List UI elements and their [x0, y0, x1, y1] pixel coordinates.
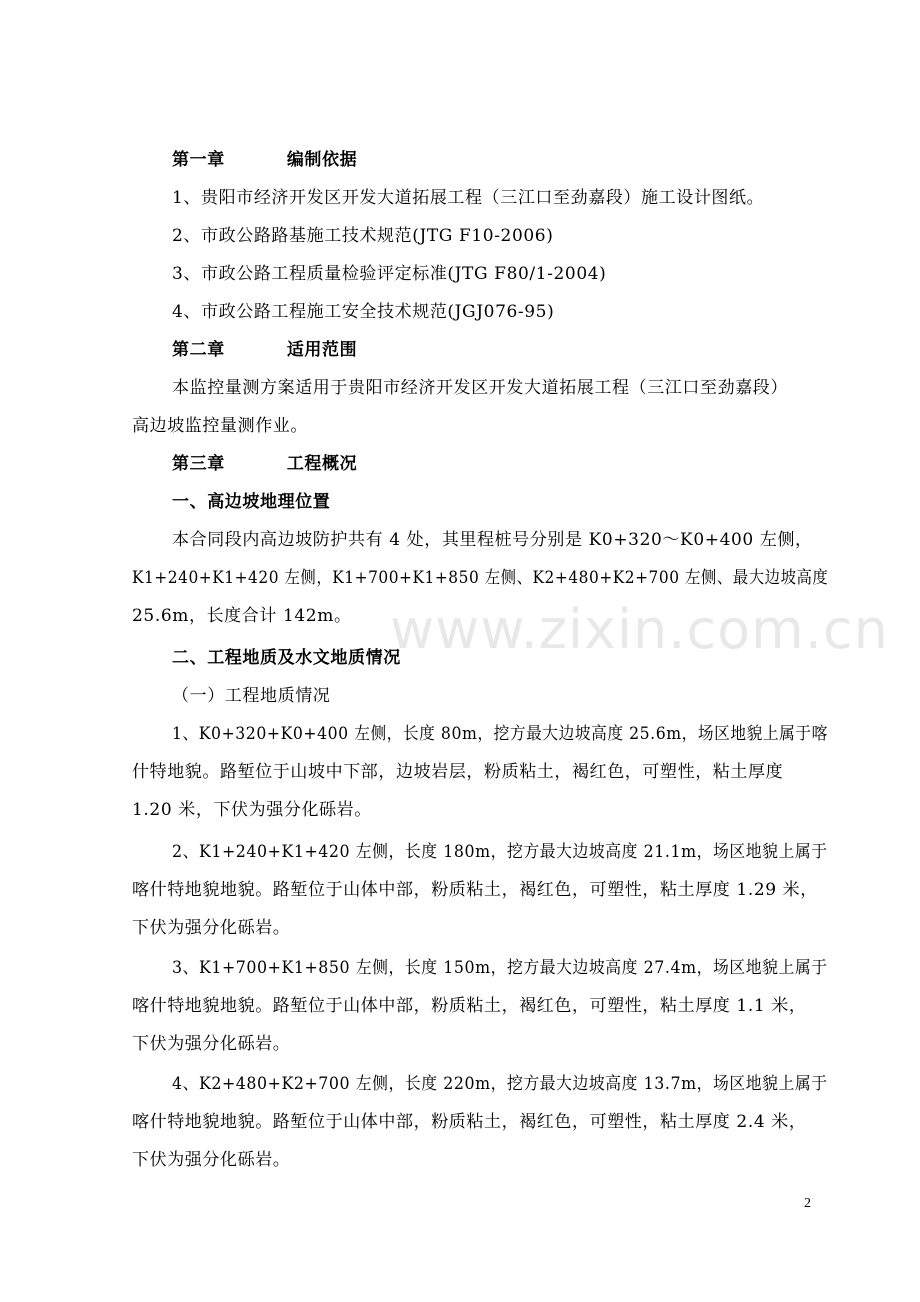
geology-item-line: 下伏为强分化砾岩。: [132, 918, 291, 938]
geology-item-line: 喀什特地貌地貌。路堑位于山体中部，粉质粘土，褐红色，可塑性，粘土厚度 1.29 米，: [132, 880, 818, 900]
geology-item-line: 2、K1+240+K1+420 左侧，长度 180m，挖方最大边坡高度 21.1m，场区地貌上属于: [172, 842, 828, 862]
chapter2-number: 第二章: [172, 340, 225, 360]
geology-item-line: 4、K2+480+K2+700 左侧，长度 220m，挖方最大边坡高度 13.7m，场区地貌上属于: [172, 1074, 828, 1094]
geology-item-line: 喀什特地貌地貌。路堑位于山体中部，粉质粘土，褐红色，可塑性，粘土厚度 2.4 米，: [132, 1112, 807, 1132]
page-number: 2: [804, 1196, 811, 1211]
chapter1-title: 编制依据: [286, 150, 358, 170]
geology-item-line: 什特地貌。路堑位于山坡中下部，边坡岩层，粉质粘土，褐红色，可塑性，粘土厚度: [132, 762, 784, 782]
section1-heading: 一、高边坡地理位置: [172, 492, 331, 512]
chapter3-number: 第三章: [172, 454, 225, 474]
chapter1-heading: [172, 150, 357, 170]
chapter1-item: 2、市政公路路基施工技术规范(JTG F10-2006): [172, 226, 554, 246]
section1-paragraph-line: 本合同段内高边坡防护共有 4 处，其里程桩号分别是 K0+320～K0+400 左侧，: [172, 530, 813, 550]
chapter2-title: 适用范围: [286, 340, 358, 360]
geology-item-line: 下伏为强分化砾岩。: [132, 1034, 291, 1054]
geology-item-line: 1.20 米，下伏为强分化砾岩。: [132, 800, 372, 820]
chapter2-paragraph-line: 本监控量测方案适用于贵阳市经济开发区开发大道拓展工程（三江口至劲嘉段）: [172, 378, 788, 398]
section2-heading: 二、工程地质及水文地质情况: [172, 648, 401, 668]
geology-item-line: 喀什特地貌地貌。路堑位于山体中部，粉质粘土，褐红色，可塑性，粘土厚度 1.1 米，: [132, 996, 807, 1016]
chapter1-item: 4、市政公路工程施工安全技术规范(JGJ076-95): [172, 302, 555, 322]
section1-paragraph-line: 25.6m，长度合计 142m。: [132, 606, 352, 626]
chapter2-paragraph-line: 高边坡监控量测作业。: [132, 416, 308, 436]
geology-item-line: 下伏为强分化砾岩。: [132, 1150, 291, 1170]
watermark-text: www.zixin.com.cn: [390, 598, 889, 661]
chapter1-item: 1、贵阳市经济开发区开发大道拓展工程（三江口至劲嘉段）施工设计图纸。: [172, 188, 765, 208]
chapter1-number: 第一章: [172, 150, 225, 170]
section1-paragraph-line: K1+240+K1+420 左侧，K1+700+K1+850 左侧、K2+480+K2+700 左侧、最大边坡高度: [132, 568, 829, 588]
chapter1-item: 3、市政公路工程质量检验评定标准(JTG F80/1-2004): [172, 264, 607, 284]
section2-subtitle: （一）工程地质情况: [172, 686, 331, 706]
chapter3-heading: [172, 454, 357, 474]
chapter3-title: 工程概况: [286, 454, 358, 474]
chapter2-heading: [172, 340, 357, 360]
geology-item-line: 1、K0+320+K0+400 左侧，长度 80m，挖方最大边坡高度 25.6m，场区地貌上属于喀: [172, 724, 828, 744]
geology-item-line: 3、K1+700+K1+850 左侧，长度 150m，挖方最大边坡高度 27.4m，场区地貌上属于: [172, 958, 828, 978]
